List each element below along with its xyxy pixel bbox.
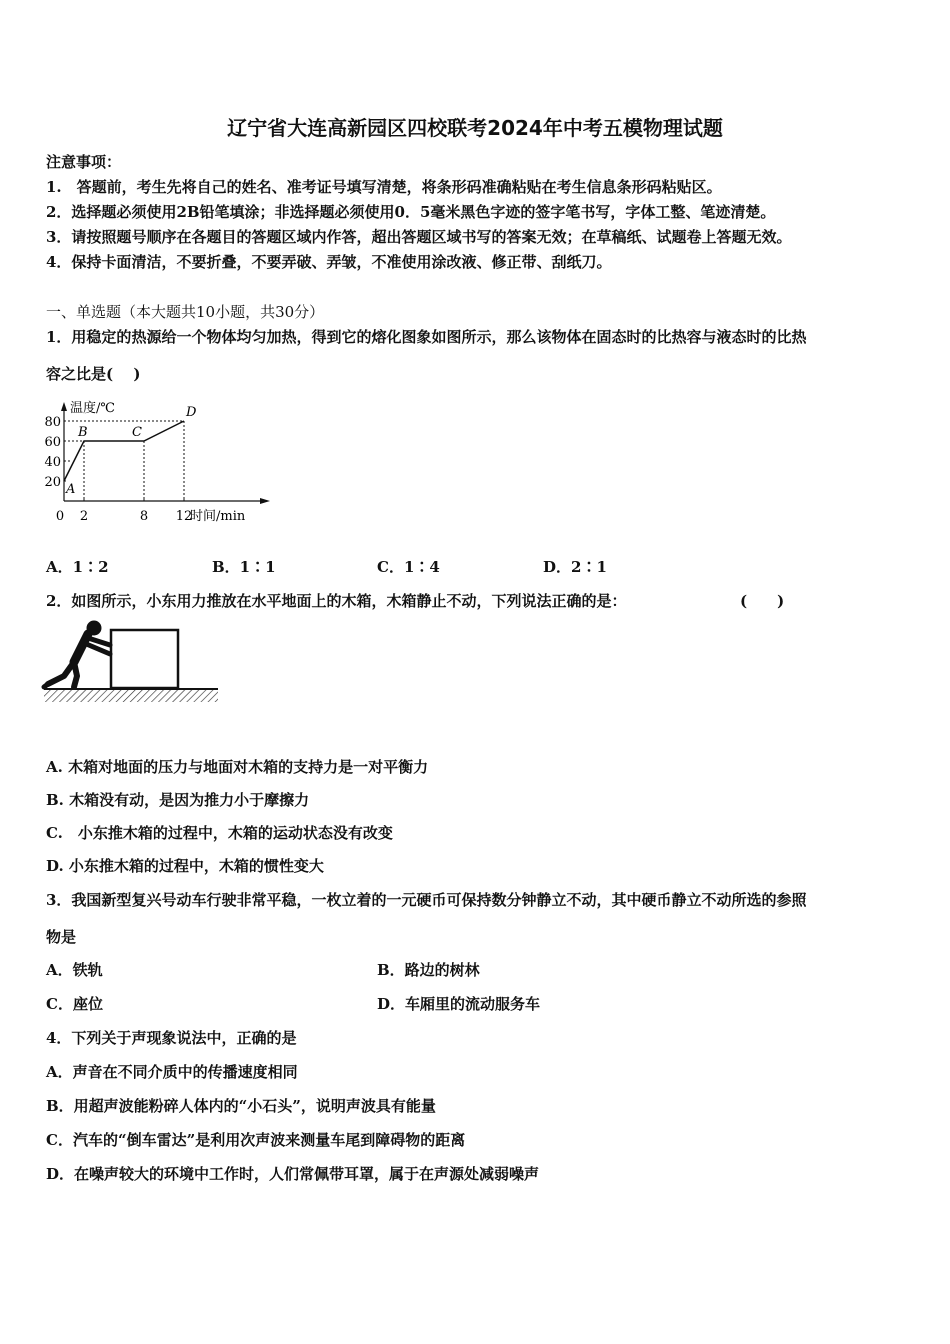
question-3-stem: 3．我国新型复兴号动车行驶非常平稳，一枚立着的一元硬币可保持数分钟静立不动，其中硬币静立不动所选的参照	[46, 891, 807, 909]
melting-chart	[40, 388, 280, 528]
q2-option-d[interactable]: D. 小东推木箱的过程中，木箱的惯性变大	[46, 857, 324, 875]
q4-option-d[interactable]: D．在噪声较大的环境中工作时，人们常佩带耳罩，属于在声源处减弱噪声	[46, 1165, 540, 1183]
q3-option-a[interactable]: A．铁轨	[46, 961, 103, 979]
y-tick-label: 80	[44, 415, 61, 430]
point-label: A	[66, 482, 76, 497]
q2-option-a[interactable]: A. 木箱对地面的压力与地面对木箱的支持力是一对平衡力	[46, 758, 429, 776]
ground-hatch	[44, 690, 218, 702]
q4-option-a[interactable]: A．声音在不同介质中的传播速度相同	[46, 1063, 298, 1081]
q4-option-b[interactable]: B．用超声波能粉碎人体内的“小石头”，说明声波具有能量	[46, 1097, 436, 1115]
q3-option-c[interactable]: C．座位	[46, 995, 103, 1013]
question-2-stem: 2．如图所示，小东用力推放在水平地面上的木箱，木箱静止不动，下列说法正确的是：	[46, 592, 627, 610]
x-tick-label: 12	[175, 509, 193, 524]
x-axis-label: 时间/min	[190, 509, 246, 524]
point-label: D	[186, 405, 197, 420]
push-box-figure	[44, 618, 220, 708]
notice-item: 1. 答题前，考生先将自己的姓名、准考证号填写清楚，将条形码准确粘贴在考生信息条形码粘贴区。	[46, 178, 722, 196]
q1-option-c[interactable]: C．1∶4	[377, 558, 440, 576]
y-axis-label: 温度/℃	[70, 401, 115, 416]
question-4-stem: 4．下列关于声现象说法中，正确的是	[46, 1029, 297, 1047]
answer-paren: ( )	[740, 592, 785, 610]
x-tick-label: 2	[79, 509, 89, 524]
x-axis-arrow	[260, 498, 270, 504]
notice-item: 2．选择题必须使用2B铅笔填涂；非选择题必须使用0．5毫米黑色字迹的签字笔书写，字体工整、笔迹清楚。	[46, 203, 776, 221]
page-title: 辽宁省大连高新园区四校联考2024年中考五模物理试题	[227, 116, 723, 140]
y-tick-label: 40	[44, 455, 61, 470]
y-tick-label: 60	[44, 435, 61, 450]
person-icon	[44, 621, 110, 687]
q3-option-d[interactable]: D．车厢里的流动服务车	[377, 995, 541, 1013]
q1-option-d[interactable]: D．2∶1	[543, 558, 607, 576]
q1-option-b[interactable]: B．1∶1	[212, 558, 276, 576]
wooden-box	[111, 630, 178, 688]
q2-option-c[interactable]: C. 小东推木箱的过程中，木箱的运动状态没有改变	[46, 824, 393, 842]
notice-item: 3．请按照题号顺序在各题目的答题区域内作答，超出答题区域书写的答案无效；在草稿纸、试题卷上答题无效。	[46, 228, 792, 246]
q4-option-c[interactable]: C．汽车的“倒车雷达”是利用次声波来测量车尾到障碍物的距离	[46, 1131, 466, 1149]
q3-option-b[interactable]: B．路边的树林	[377, 961, 480, 979]
notice-heading: 注意事项：	[46, 153, 122, 171]
question-3-stem-cont: 物是	[46, 928, 77, 946]
point-label: C	[132, 425, 142, 440]
q2-option-b[interactable]: B. 木箱没有动，是因为推力小于摩擦力	[46, 791, 310, 809]
x-tick-label: 8	[139, 509, 149, 524]
y-axis-arrow	[61, 402, 67, 411]
question-1-stem: 1．用稳定的热源给一个物体均匀加热，得到它的熔化图象如图所示，那么该物体在固态时的比热容与液态时的比热	[46, 328, 807, 346]
x-tick-label: 0	[55, 509, 65, 524]
y-tick-label: 20	[44, 475, 61, 490]
q1-option-a[interactable]: A．1∶2	[46, 558, 109, 576]
question-1-stem-cont: 容之比是( )	[46, 365, 141, 383]
section-heading: 一、单选题（本大题共10小题，共30分）	[46, 303, 325, 321]
point-label: B	[78, 425, 88, 440]
notice-item: 4．保持卡面清洁，不要折叠，不要弄破、弄皱，不准使用涂改液、修正带、刮纸刀。	[46, 253, 612, 271]
